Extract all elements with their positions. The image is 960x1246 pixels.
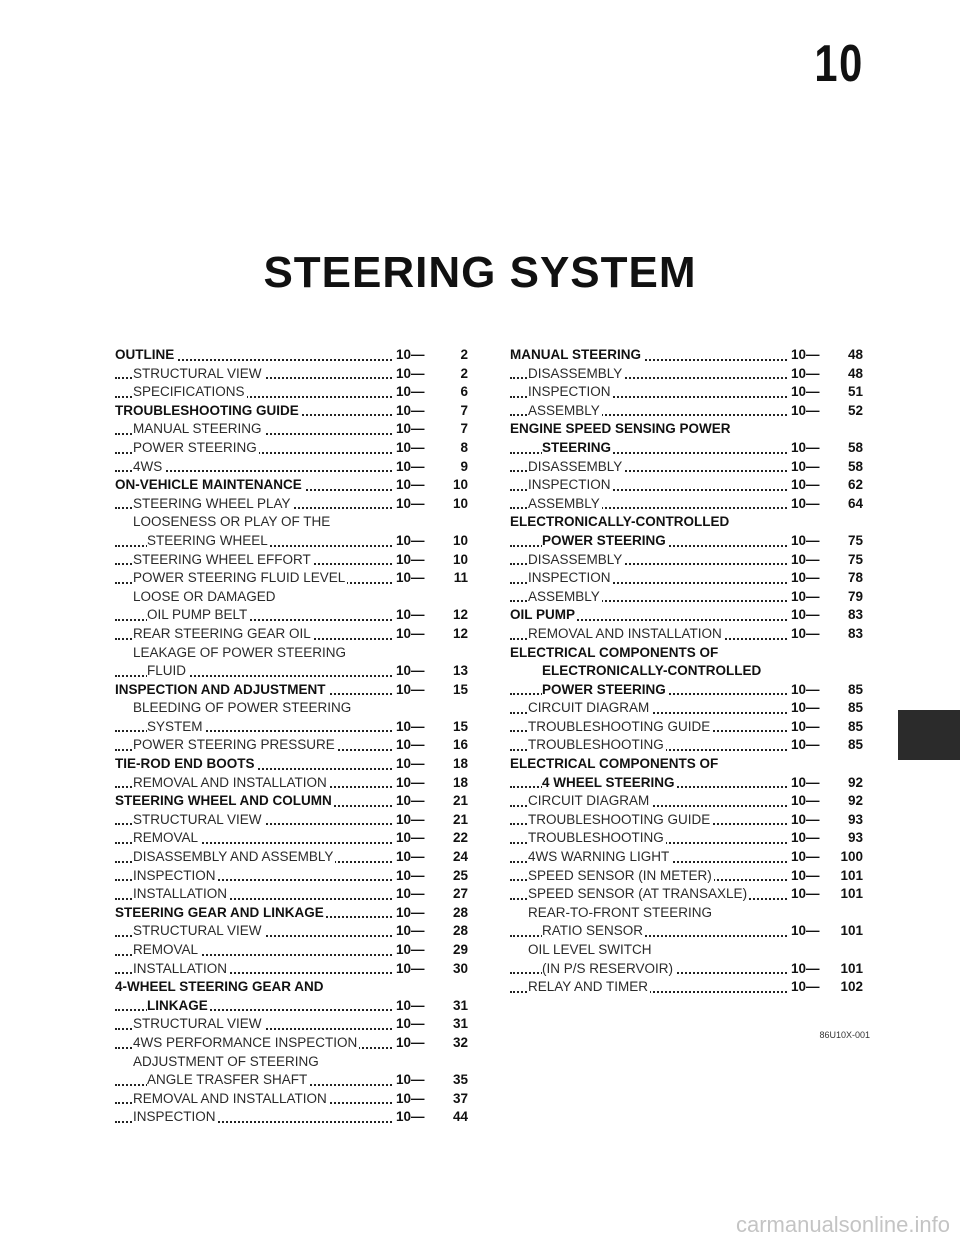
toc-entry (510, 848, 865, 867)
toc-page-number: 32 (452, 1034, 468, 1050)
toc-entry-title: CIRCUIT DIAGRAM (528, 700, 650, 716)
toc-page-prefix: 10— (396, 830, 425, 846)
toc-page-number: 83 (847, 625, 863, 641)
toc-page-number: 6 (460, 384, 468, 400)
toc-page-number: 101 (840, 886, 863, 902)
toc-entry-title: INSPECTION (133, 867, 216, 883)
toc-page-number: 28 (452, 923, 468, 939)
toc-page-prefix: 10— (791, 849, 820, 865)
toc-page-prefix: 10— (396, 384, 425, 400)
toc-entry-title: FLUID (147, 663, 187, 679)
toc-page-prefix: 10— (396, 421, 425, 437)
toc-page-number: 58 (847, 458, 863, 474)
toc-page-number: 2 (460, 365, 468, 381)
footer-watermark: carmanualsonline.info (735, 1212, 950, 1237)
toc-page-prefix: 10— (791, 867, 820, 883)
toc-page-number: 31 (452, 997, 468, 1013)
toc-page-prefix: 10— (396, 458, 425, 474)
page-title: STEERING SYSTEM (263, 248, 697, 297)
toc-entry-title: POWER STEERING (542, 532, 666, 548)
toc-page-number: 25 (452, 867, 468, 883)
toc-entry-title: OIL PUMP BELT (147, 607, 248, 623)
toc-page-prefix: 10— (791, 607, 820, 623)
toc-page-prefix: 10— (396, 849, 425, 865)
toc-entry (115, 458, 470, 477)
toc-entry-title: LOOSE OR DAMAGED (133, 588, 276, 604)
toc-entry-title: ON-VEHICLE MAINTENANCE (115, 477, 302, 493)
toc-entry (510, 922, 865, 941)
toc-page-number: 10 (452, 477, 468, 493)
toc-page-number: 64 (847, 495, 863, 511)
toc-entry-title: REAR-TO-FRONT STEERING (528, 904, 713, 920)
toc-entry (115, 1071, 470, 1090)
toc-entry-title: STEERING WHEEL PLAY (133, 495, 291, 511)
toc-entry (115, 420, 470, 439)
toc-entry-title: REMOVAL (133, 830, 199, 846)
toc-entry (115, 588, 470, 607)
toc-entry (115, 774, 470, 793)
toc-page-prefix: 10— (396, 942, 425, 957)
toc-entry-title: SPEED SENSOR (AT TRANSAXLE) (528, 886, 748, 902)
toc-entry (510, 439, 865, 458)
toc-page-number: 51 (847, 384, 863, 400)
toc-page-prefix: 10— (396, 681, 425, 697)
toc-entry (510, 644, 865, 663)
toc-entry-title: STRUCTURAL VIEW (133, 365, 262, 381)
toc-page-number: 79 (847, 588, 863, 604)
toc-page-number: 21 (452, 793, 468, 809)
toc-page-prefix: 10— (396, 1109, 425, 1125)
toc-entry (115, 811, 470, 830)
toc-entry-title: LEAKAGE OF POWER STEERING (133, 644, 347, 660)
toc-page-number: 85 (847, 718, 863, 734)
toc-page-prefix: 10— (791, 439, 820, 455)
toc-entry (115, 904, 470, 923)
toc-entry (115, 885, 470, 904)
toc-entry-title: REMOVAL (133, 942, 199, 957)
toc-page-prefix: 10— (396, 365, 425, 381)
toc-entry-title: INSPECTION (528, 570, 611, 586)
toc-entry-title: SYSTEM (147, 718, 203, 734)
toc-page-prefix: 10— (396, 793, 425, 809)
toc-page-number: 44 (452, 1109, 468, 1125)
toc-page-number: 10 (452, 495, 468, 511)
toc-entry-title: TROUBLESHOOTING GUIDE (528, 811, 711, 827)
toc-entry (115, 439, 470, 458)
toc-page-prefix: 10— (791, 718, 820, 734)
toc-entry-title: RATIO SENSOR (542, 923, 644, 939)
toc-entry (115, 1034, 470, 1053)
toc-entry (115, 662, 470, 681)
toc-page-prefix: 10— (791, 830, 820, 846)
toc-entry (115, 941, 470, 960)
toc-entry (510, 941, 865, 960)
toc-page-prefix: 10— (396, 402, 425, 418)
toc-entry-title: STRUCTURAL VIEW (133, 923, 262, 939)
toc-entry (510, 811, 865, 830)
toc-page-prefix: 10— (396, 1072, 425, 1088)
toc-page-number: 85 (847, 681, 863, 697)
toc-entry (115, 644, 470, 663)
toc-page-number: 92 (847, 774, 863, 790)
toc-entry-title: POWER STEERING PRESSURE (133, 737, 335, 753)
toc-page-prefix: 10— (396, 347, 425, 362)
toc-entry (115, 532, 470, 551)
chapter-number: 10 (814, 35, 864, 93)
toc-page-prefix: 10— (791, 495, 820, 511)
toc-entry (115, 960, 470, 979)
section-tab-marker (898, 710, 960, 760)
toc-entry (115, 922, 470, 941)
toc-page-number: 83 (847, 607, 863, 623)
toc-entry-title: ASSEMBLY (528, 495, 600, 511)
toc-page-prefix: 10— (791, 347, 820, 362)
toc-page-number: 52 (847, 402, 863, 418)
toc-page-prefix: 10— (791, 384, 820, 400)
toc-page-prefix: 10— (396, 997, 425, 1013)
toc-page-number: 85 (847, 700, 863, 716)
toc-entry (510, 458, 865, 477)
toc-page-number: 29 (452, 942, 468, 957)
toc-entry-title: DISASSEMBLY (528, 458, 623, 474)
toc-page-prefix: 10— (791, 588, 820, 604)
toc-entry-title: 4WS WARNING LIGHT (528, 849, 670, 865)
toc-entry (115, 365, 470, 384)
toc-entry-title: OIL PUMP (510, 607, 576, 623)
toc-entry (510, 588, 865, 607)
toc-entry-title: SPEED SENSOR (IN METER) (528, 867, 712, 883)
toc-entry-title: 4WS (133, 458, 163, 474)
toc-entry (115, 402, 470, 421)
toc-entry-title: TIE-ROD END BOOTS (115, 756, 255, 772)
toc-page-prefix: 10— (791, 681, 820, 697)
toc-page-prefix: 10— (396, 477, 425, 493)
toc-page-number: 27 (452, 886, 468, 902)
toc-page-prefix: 10— (396, 607, 425, 623)
toc-page-prefix: 10— (396, 625, 425, 641)
toc-page-number: 62 (847, 477, 863, 493)
toc-page-number: 100 (840, 849, 863, 865)
toc-right-column (510, 346, 865, 997)
toc-page-prefix: 10— (791, 774, 820, 790)
toc-page-number: 15 (452, 718, 468, 734)
toc-entry-title: INSPECTION (528, 384, 611, 400)
toc-page-number: 18 (452, 756, 468, 772)
toc-entry (115, 495, 470, 514)
toc-page-prefix: 10— (791, 979, 820, 995)
toc-entry-title: OUTLINE (115, 347, 175, 362)
toc-page-number: 101 (840, 960, 863, 976)
figure-code: 86U10X-001 (819, 1030, 870, 1040)
toc-entry (115, 569, 470, 588)
toc-page-prefix: 10— (791, 402, 820, 418)
toc-entry (510, 681, 865, 700)
toc-entry-title: TROUBLESHOOTING GUIDE (528, 718, 711, 734)
toc-left-column (115, 346, 470, 1127)
toc-entry (115, 755, 470, 774)
toc-entry-title: ASSEMBLY (528, 402, 600, 418)
toc-entry (510, 625, 865, 644)
toc-page-number: 8 (460, 439, 468, 455)
toc-page-number: 18 (452, 774, 468, 790)
toc-entry-title: MANUAL STEERING (133, 421, 262, 437)
toc-page-number: 11 (453, 570, 468, 586)
toc-page-number: 93 (847, 830, 863, 846)
toc-page-number: 48 (847, 365, 863, 381)
toc-entry (115, 699, 470, 718)
toc-page-prefix: 10— (791, 700, 820, 716)
toc-entry (510, 960, 865, 979)
toc-entry (115, 681, 470, 700)
toc-entry-title: STEERING (542, 439, 612, 455)
toc-page-number: 31 (452, 1016, 468, 1032)
toc-entry-title: STEERING GEAR AND LINKAGE (115, 904, 324, 920)
toc-entry-title: ELECTRONICALLY-CONTROLLED (542, 663, 762, 679)
toc-entry-title: LINKAGE (147, 997, 208, 1013)
toc-entry-title: ENGINE SPEED SENSING POWER (510, 421, 731, 437)
toc-page-prefix: 10— (791, 811, 820, 827)
toc-entry-title: REMOVAL AND INSTALLATION (133, 774, 327, 790)
toc-entry (115, 829, 470, 848)
toc-entry (510, 662, 865, 681)
toc-entry (115, 736, 470, 755)
toc-entry (115, 346, 470, 365)
toc-page-number: 28 (452, 904, 468, 920)
toc-page-prefix: 10— (396, 811, 425, 827)
toc-entry (510, 513, 865, 532)
toc-entry-title: 4WS PERFORMANCE INSPECTION (133, 1034, 358, 1050)
toc-entry-title: ELECTRICAL COMPONENTS OF (510, 756, 719, 772)
toc-page-prefix: 10— (396, 886, 425, 902)
toc-page-prefix: 10— (396, 756, 425, 772)
toc-entry (510, 402, 865, 421)
toc-page-number: 16 (452, 737, 468, 753)
toc-entry (115, 606, 470, 625)
toc-page-prefix: 10— (396, 1090, 425, 1106)
toc-entry (115, 997, 470, 1016)
toc-page-prefix: 10— (396, 495, 425, 511)
toc-entry-title: STRUCTURAL VIEW (133, 811, 262, 827)
toc-page-number: 48 (847, 347, 863, 362)
toc-page-prefix: 10— (396, 960, 425, 976)
toc-page-number: 7 (460, 402, 468, 418)
toc-entry-title: BLEEDING OF POWER STEERING (133, 700, 352, 716)
toc-entry (115, 1015, 470, 1034)
toc-entry (510, 736, 865, 755)
toc-entry (510, 774, 865, 793)
toc-entry (510, 718, 865, 737)
toc-page-number: 24 (452, 849, 468, 865)
toc-page-prefix: 10— (791, 793, 820, 809)
toc-page-number: 37 (452, 1090, 468, 1106)
toc-entry-title: MANUAL STEERING (510, 347, 642, 362)
toc-entry (115, 625, 470, 644)
toc-page-number: 7 (460, 421, 468, 437)
toc-entry (510, 606, 865, 625)
toc-entry (115, 1090, 470, 1109)
toc-page-prefix: 10— (791, 960, 820, 976)
toc-page-prefix: 10— (791, 551, 820, 567)
toc-page-prefix: 10— (791, 570, 820, 586)
toc-entry-title: DISASSEMBLY AND ASSEMBLY (133, 849, 334, 865)
toc-entry-title: INSPECTION (133, 1109, 216, 1125)
toc-page-number: 92 (847, 793, 863, 809)
toc-entry-title: POWER STEERING FLUID LEVEL (133, 570, 346, 586)
toc-entry-title: SPECIFICATIONS (133, 384, 245, 400)
toc-entry-title: TROUBLESHOOTING (528, 830, 664, 846)
toc-page-prefix: 10— (396, 551, 425, 567)
toc-entry-title: REAR STEERING GEAR OIL (133, 625, 311, 641)
toc-page-number: 10 (452, 551, 468, 567)
toc-entry (510, 346, 865, 365)
toc-page-prefix: 10— (791, 477, 820, 493)
toc-entry-title: ANGLE TRASFER SHAFT (147, 1072, 308, 1088)
toc-page-prefix: 10— (791, 886, 820, 902)
toc-page-prefix: 10— (396, 774, 425, 790)
toc-entry-title: DISASSEMBLY (528, 365, 623, 381)
toc-entry (510, 365, 865, 384)
toc-entry (510, 532, 865, 551)
toc-page-prefix: 10— (396, 737, 425, 753)
toc-entry (510, 569, 865, 588)
toc-page-number: 21 (452, 811, 468, 827)
toc-page-number: 2 (460, 347, 468, 362)
toc-page-number: 10 (452, 532, 468, 548)
toc-entry (510, 495, 865, 514)
toc-entry (115, 792, 470, 811)
toc-entry-title: (IN P/S RESERVOIR) (542, 960, 674, 976)
toc-entry (115, 551, 470, 570)
toc-entry (510, 867, 865, 886)
toc-entry (115, 476, 470, 495)
toc-entry-title: 4 WHEEL STEERING (542, 774, 675, 790)
toc-entry (510, 420, 865, 439)
toc-entry-title: STEERING WHEEL (147, 532, 268, 548)
toc-page-number: 93 (847, 811, 863, 827)
toc-entry-title: DISASSEMBLY (528, 551, 623, 567)
toc-entry-title: REMOVAL AND INSTALLATION (133, 1090, 327, 1106)
toc-page-number: 75 (847, 532, 863, 548)
toc-entry (115, 978, 470, 997)
toc-page-number: 75 (847, 551, 863, 567)
toc-page-number: 12 (452, 625, 468, 641)
toc-page-prefix: 10— (396, 663, 425, 679)
toc-entry-title: INSPECTION AND ADJUSTMENT (115, 681, 326, 697)
toc-page-number: 22 (452, 830, 468, 846)
toc-entry-title: TROUBLESHOOTING (528, 737, 664, 753)
toc-entry-title: TROUBLESHOOTING GUIDE (115, 402, 299, 418)
toc-entry-title: CIRCUIT DIAGRAM (528, 793, 650, 809)
toc-page-prefix: 10— (396, 1034, 425, 1050)
toc-page-number: 58 (847, 439, 863, 455)
toc-entry-title: POWER STEERING (542, 681, 666, 697)
toc-entry-title: ADJUSTMENT OF STEERING (133, 1053, 319, 1069)
toc-page-prefix: 10— (396, 570, 425, 586)
toc-page-number: 30 (452, 960, 468, 976)
toc-page-prefix: 10— (396, 923, 425, 939)
toc-page-number: 13 (452, 663, 468, 679)
toc-entry (115, 718, 470, 737)
toc-page-prefix: 10— (791, 923, 820, 939)
toc-entry (510, 476, 865, 495)
toc-entry (510, 885, 865, 904)
toc-page-prefix: 10— (396, 439, 425, 455)
toc-entry (510, 978, 865, 997)
toc-entry-title: ELECTRONICALLY-CONTROLLED (510, 514, 730, 530)
toc-page-prefix: 10— (396, 904, 425, 920)
toc-entry (510, 551, 865, 570)
toc-page-number: 102 (840, 979, 863, 995)
toc-page-number: 101 (840, 923, 863, 939)
toc-entry-title: POWER STEERING (133, 439, 257, 455)
toc-entry (510, 383, 865, 402)
toc-page-prefix: 10— (396, 532, 425, 548)
toc-entry-title: STRUCTURAL VIEW (133, 1016, 262, 1032)
toc-page-prefix: 10— (396, 867, 425, 883)
toc-page-prefix: 10— (791, 625, 820, 641)
toc-page-prefix: 10— (396, 718, 425, 734)
toc-entry-title: ASSEMBLY (528, 588, 600, 604)
toc-entry (115, 383, 470, 402)
toc-page-number: 9 (460, 458, 468, 474)
toc-entry-title: RELAY AND TIMER (528, 979, 649, 995)
toc-page-number: 35 (452, 1072, 468, 1088)
toc-entry (510, 755, 865, 774)
toc-page-number: 15 (452, 681, 468, 697)
toc-entry (115, 513, 470, 532)
toc-page-number: 85 (847, 737, 863, 753)
toc-entry-title: REMOVAL AND INSTALLATION (528, 625, 722, 641)
toc-entry (115, 1053, 470, 1072)
toc-page-number: 78 (847, 570, 863, 586)
toc-entry-title: INSTALLATION (133, 960, 228, 976)
toc-entry (510, 904, 865, 923)
toc-entry-title: LOOSENESS OR PLAY OF THE (133, 514, 331, 530)
toc-entry (115, 848, 470, 867)
toc-page-number: 12 (452, 607, 468, 623)
toc-entry-title: INSPECTION (528, 477, 611, 493)
toc-page-number: 101 (840, 867, 863, 883)
toc-entry (510, 792, 865, 811)
toc-page-prefix: 10— (396, 1016, 425, 1032)
toc-page-prefix: 10— (791, 532, 820, 548)
toc-entry-title: INSTALLATION (133, 886, 228, 902)
toc-entry-title: ELECTRICAL COMPONENTS OF (510, 644, 719, 660)
toc-entry-title: OIL LEVEL SWITCH (528, 942, 652, 957)
toc-entry-title: STEERING WHEEL EFFORT (133, 551, 311, 567)
toc-page-prefix: 10— (791, 737, 820, 753)
toc-entry (510, 829, 865, 848)
toc-page-prefix: 10— (791, 458, 820, 474)
toc-entry (115, 867, 470, 886)
toc-entry (510, 699, 865, 718)
toc-entry-title: STEERING WHEEL AND COLUMN (115, 793, 332, 809)
toc-entry (115, 1108, 470, 1127)
toc-entry-title: 4-WHEEL STEERING GEAR AND (115, 979, 324, 995)
toc-page-prefix: 10— (791, 365, 820, 381)
